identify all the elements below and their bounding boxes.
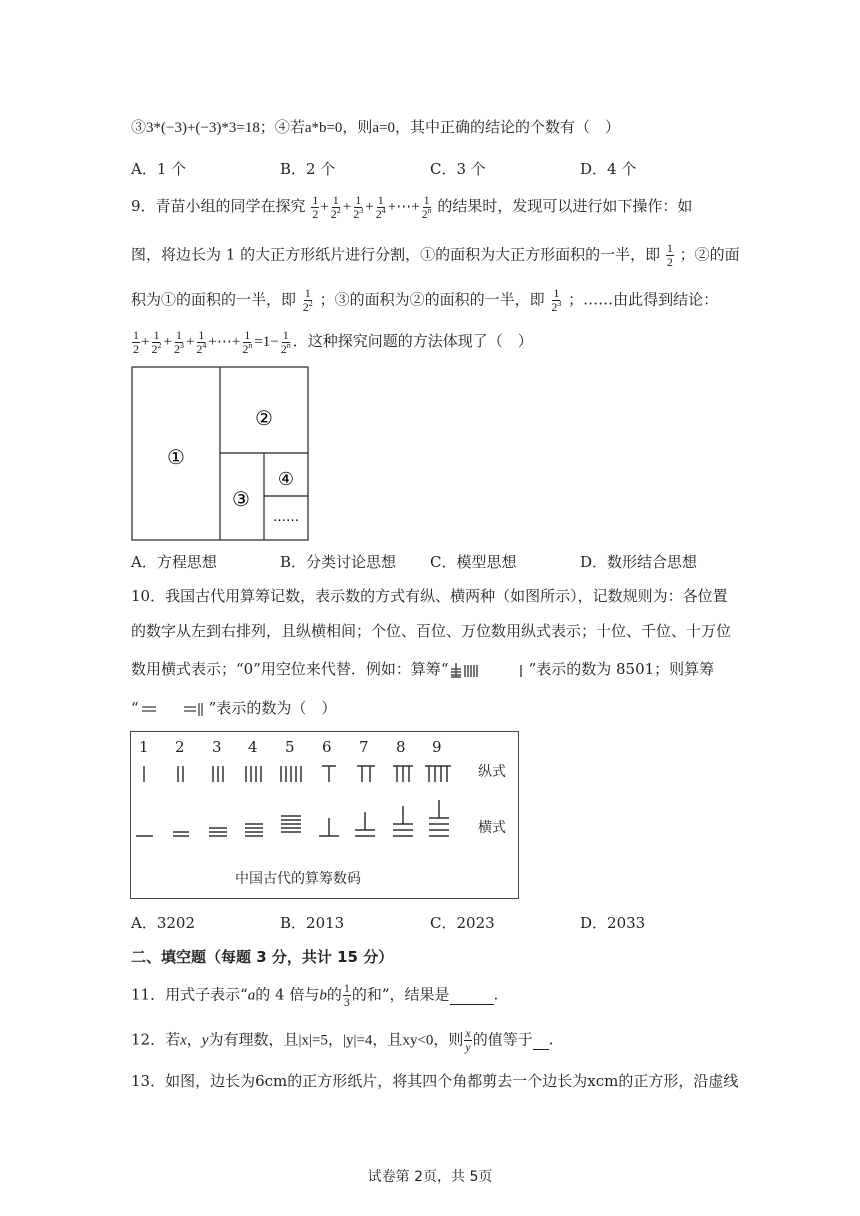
q10-text: ”表示的数为 8501；则算筹 (528, 660, 715, 678)
q10-line-3 (131, 658, 714, 679)
region-1-label: ① (167, 445, 185, 469)
digit-label: 5 (285, 738, 295, 756)
q9-text: 图，将边长为 1 的大正方形纸片进行分割，①的面积为大正方形面积的一半，即 (131, 245, 661, 264)
region-3-label: ③ (232, 487, 250, 511)
digit-label: 3 (212, 738, 222, 756)
q9-text: 9．青苗小组的同学在探究 (131, 196, 306, 215)
digit-label: 4 (248, 738, 258, 756)
q12-text: 12．若 (131, 1030, 181, 1049)
q10-text: “ (131, 699, 139, 717)
q12-text: 的值等于 (472, 1030, 533, 1049)
region-2-label: ② (255, 406, 273, 430)
square-division-figure (131, 366, 311, 544)
q13-line: 13．如图，边长为6cm的正方形纸片，将其四个角都剪去一个边长为xcm的正方形，沿虚线 (131, 1072, 739, 1090)
q10-text: 数用横式表示；“0”用空位来代替．例如：算筹“ (131, 660, 449, 678)
q9-series: $\frac{1}{2}$ + $\frac{1}{2^2}$ + $\frac{1}{2^3}$ + $\frac{1}{2^4}$ +⋯+ $\frac{1}{2^n}$ (312, 193, 432, 221)
q11-line: 11．用式子表示“a的 4 倍与b的 $\frac{1}{3}$ 的和”，结果是 . (131, 981, 499, 1009)
answer-blank[interactable] (533, 1031, 549, 1050)
region-4-label: ④ (277, 469, 295, 490)
q10-option-d: D．2033 (580, 914, 646, 932)
digit-label: 1 (139, 738, 149, 756)
rod-example-8501 (449, 661, 529, 679)
digit-label: 7 (359, 738, 369, 756)
table-caption: 中国古代的算筹数码 (235, 871, 361, 887)
q11-text: 11．用式子表示“ (131, 985, 248, 1004)
rod-question (139, 700, 209, 718)
vertical-form-label: 纵式 (478, 764, 506, 780)
q9-line-4: $\frac{1}{2}$ + $\frac{1}{2^2}$ + $\frac{1}{2^3}$ + $\frac{1}{2^4}$ +⋯+ $\frac{1}{2^n}$ =1− $\frac{1}{2^n}$ ．这种探究问题的方法体现了（ ） (133, 328, 533, 356)
q9-line-1 (131, 194, 692, 221)
q10-line-2: 的数字从左到右排列，且纵横相间；个位、百位、万位数用纵式表示；十位、千位、十万位 (131, 622, 732, 640)
q12-line: 12．若x，y为有理数，且|x|=5，|y|=4，且xy<0，则 $\frac{x}{y}$ 的值等于 . (131, 1026, 554, 1054)
q12-text: 为有理数，且 (208, 1030, 299, 1049)
rod-numeral-table (130, 731, 519, 899)
q9-option-b: B．分类讨论思想 (280, 553, 397, 571)
q12-math: |y|=4 (342, 1032, 373, 1049)
q11-text: 的 (326, 985, 342, 1004)
q8-option-a: A．1 个 (131, 160, 187, 178)
q12-text: ， (186, 1030, 202, 1049)
digit-label: 9 (432, 738, 442, 756)
q9-option-a: A．方程思想 (131, 553, 217, 571)
q9-text: ；②的面 (679, 245, 740, 264)
q9-text: 的结果时，发现可以进行如下操作：如 (437, 196, 693, 215)
horizontal-form-label: 横式 (478, 820, 506, 836)
q9-text: ．这种探究问题的方法体现了（ ） (292, 331, 533, 350)
q10-option-a: A．3202 (131, 914, 196, 932)
q8-text: ③3*(−3)+(−3)*3=18；④若a*b=0，则a=0，其中正确的结论的个数有（ ） (131, 120, 621, 136)
q9-text: ；……由此得到结论： (568, 290, 719, 309)
q9-line-3: 积为①的面积的一半，即 $\frac{1}{2^2}$ ；③的面积为②的面积的一半，即 $\frac{1}{2^3}$ ；……由此得到结论： (131, 286, 719, 314)
q12-math: |x|=5 (298, 1032, 328, 1049)
answer-blank[interactable] (450, 986, 494, 1005)
digit-label: 2 (175, 738, 185, 756)
q8-option-b: B．2 个 (280, 160, 336, 178)
q11-text: 的和”，结果是 (351, 985, 450, 1004)
region-rest-label: …… (273, 510, 299, 525)
q11-text: 的 4 倍与 (255, 985, 320, 1004)
q8-option-c: C．3 个 (430, 160, 486, 178)
q12-math: xy<0 (402, 1032, 434, 1049)
digit-label: 6 (322, 738, 332, 756)
q8-line (131, 116, 620, 137)
q8-option-d: D．4 个 (580, 160, 637, 178)
q10-line-4 (131, 697, 336, 718)
q10-option-b: B．2013 (280, 914, 345, 932)
section-title: 二、填空题（每题 3 分，共计 15 分） (131, 948, 394, 966)
q10-line-1: 10．我国古代用算筹记数，表示数的方式有纵、横两种（如图所示），记数规则为：各位置 (131, 587, 728, 605)
q9-option-c: C．模型思想 (430, 553, 517, 571)
q9-text: 积为①的面积的一半，即 (131, 290, 297, 309)
page-footer: 试卷第 2页，共 5页 (367, 1169, 493, 1185)
q12-text: . (548, 1030, 554, 1049)
q11-text: . (493, 985, 499, 1004)
digit-label: 8 (396, 738, 406, 756)
q9-text: ；③的面积为②的面积的一半，即 (319, 290, 545, 309)
q12-text: ，则 (433, 1030, 464, 1049)
rod-glyphs (131, 760, 461, 860)
q10-text: ”表示的数为（ ） (208, 699, 337, 717)
q9-line-2: 图，将边长为 1 的大正方形纸片进行分割，①的面积为大正方形面积的一半，即 $\frac{1}{2}$ ；②的面 (131, 241, 740, 269)
q9-option-d: D．数形结合思想 (580, 553, 698, 571)
q10-option-c: C．2023 (430, 914, 495, 932)
